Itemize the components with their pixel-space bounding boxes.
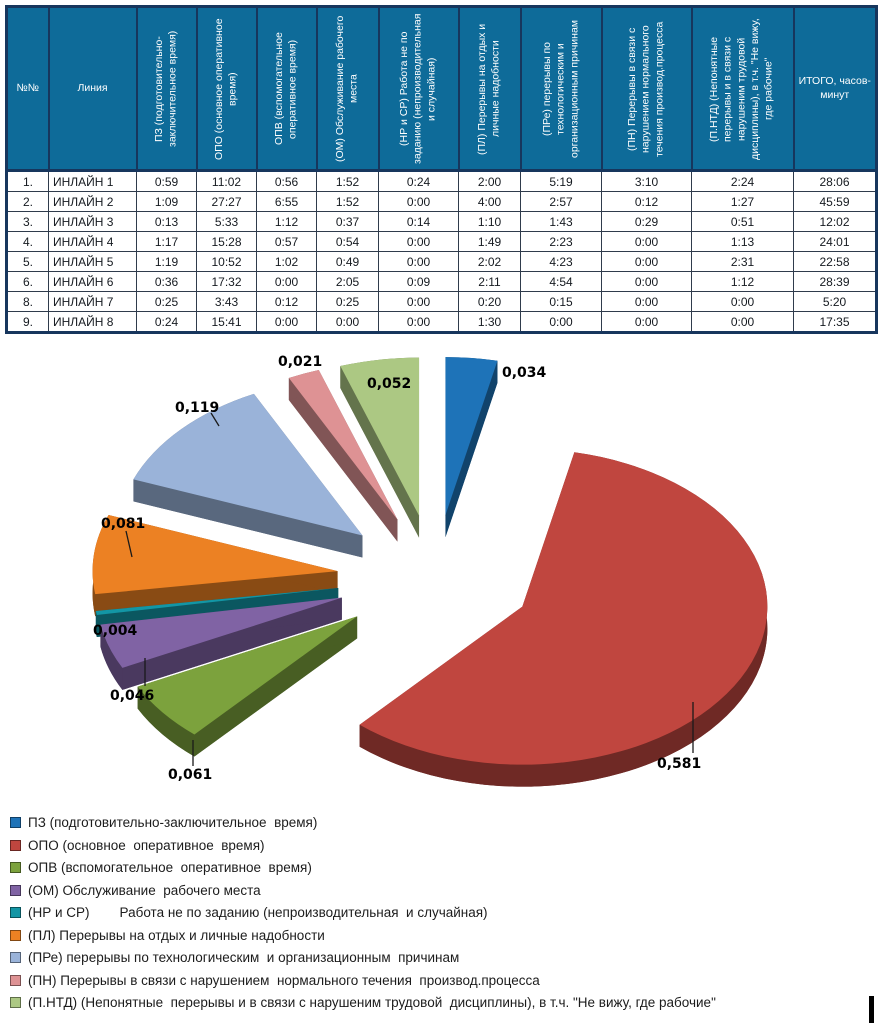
- time-cell: 0:51: [692, 212, 794, 232]
- legend-label: (ПРе) перерывы по технологическим и организационным причинам: [28, 950, 460, 965]
- time-cell: 0:00: [257, 272, 317, 292]
- time-cell: 0:00: [602, 292, 692, 312]
- time-cell: 0:00: [379, 232, 459, 252]
- pie-value-label: 0,061: [168, 767, 213, 783]
- legend-swatch-icon: [10, 862, 21, 873]
- time-cell: 0:24: [137, 312, 197, 333]
- time-cell: 0:00: [317, 312, 379, 333]
- table-row: [7, 272, 877, 292]
- column-header: (ПН) Перерывы в связи с нарушением нормального течения производ.процесса: [602, 7, 692, 171]
- time-cell: 0:14: [379, 212, 459, 232]
- legend-swatch-icon: [10, 997, 21, 1008]
- line-name: ИНЛАЙН 5: [49, 252, 137, 272]
- time-cell: 0:49: [317, 252, 379, 272]
- line-name: ИНЛАЙН 1: [49, 171, 137, 192]
- time-cell: 1:13: [692, 232, 794, 252]
- column-header: ОПВ (вспомогательное оперативное время): [257, 7, 317, 171]
- pie-value-label: 0,021: [278, 354, 323, 370]
- row-number: 2.: [7, 192, 49, 212]
- time-cell: 4:00: [459, 192, 521, 212]
- legend-item: [10, 816, 716, 830]
- time-cell: 0:00: [257, 312, 317, 333]
- time-cell: 2:24: [692, 171, 794, 192]
- time-cell: 0:00: [602, 232, 692, 252]
- time-cell: 0:09: [379, 272, 459, 292]
- time-cell: 1:09: [137, 192, 197, 212]
- time-study-table: [5, 5, 878, 334]
- row-number: 6.: [7, 272, 49, 292]
- legend-item: [10, 974, 716, 988]
- time-cell: 10:52: [197, 252, 257, 272]
- table-row: [7, 292, 877, 312]
- time-cell: 0:00: [379, 252, 459, 272]
- time-cell: 0:57: [257, 232, 317, 252]
- legend-label: (ПН) Перерывы в связи с нарушением нормального течения производ.процесса: [28, 972, 540, 988]
- time-cell: 11:02: [197, 171, 257, 192]
- line-name: ИНЛАЙН 8: [49, 312, 137, 333]
- time-cell: 5:20: [794, 292, 877, 312]
- time-cell: 2:00: [459, 171, 521, 192]
- time-cell: 12:02: [794, 212, 877, 232]
- table-row: [7, 252, 877, 272]
- legend-item: [10, 861, 716, 875]
- time-cell: 28:06: [794, 171, 877, 192]
- time-cell: 22:58: [794, 252, 877, 272]
- line-name: ИНЛАЙН 3: [49, 212, 137, 232]
- line-name: ИНЛАЙН 4: [49, 232, 137, 252]
- time-cell: 0:37: [317, 212, 379, 232]
- text-cursor: [869, 996, 874, 1023]
- legend-item: [10, 884, 716, 898]
- time-cell: 15:28: [197, 232, 257, 252]
- line-name: ИНЛАЙН 7: [49, 292, 137, 312]
- time-cell: 3:10: [602, 171, 692, 192]
- time-cell: 2:31: [692, 252, 794, 272]
- time-cell: 6:55: [257, 192, 317, 212]
- row-number: 9.: [7, 312, 49, 333]
- legend-label: ОПВ (вспомогательное оперативное время): [28, 860, 312, 875]
- time-cell: 1:27: [692, 192, 794, 212]
- legend-swatch-icon: [10, 975, 21, 986]
- pie-value-label: 0,034: [502, 365, 547, 381]
- time-cell: 0:00: [379, 192, 459, 212]
- pie-value-label: 0,004: [93, 623, 138, 639]
- legend-label: ПЗ (подготовительно-заключительное время): [28, 815, 318, 830]
- row-number: 3.: [7, 212, 49, 232]
- column-header: №№: [7, 7, 49, 171]
- time-cell: 3:43: [197, 292, 257, 312]
- time-cell: 0:59: [137, 171, 197, 192]
- time-cell: 0:25: [317, 292, 379, 312]
- time-cell: 5:19: [521, 171, 602, 192]
- legend-item: [10, 929, 716, 943]
- line-name: ИНЛАЙН 6: [49, 272, 137, 292]
- time-cell: 0:00: [379, 292, 459, 312]
- legend-label: (ОМ) Обслуживание рабочего места: [28, 882, 261, 898]
- time-cell: 17:35: [794, 312, 877, 333]
- time-cell: 0:20: [459, 292, 521, 312]
- time-cell: 1:49: [459, 232, 521, 252]
- column-header: ПЗ (подготовительно-заключительное время): [137, 7, 197, 171]
- time-cell: 0:00: [692, 312, 794, 333]
- time-cell: 0:12: [602, 192, 692, 212]
- pie-value-label: 0,581: [657, 756, 702, 772]
- legend-item: [10, 906, 716, 920]
- column-header: (ОМ) Обслуживание рабочего места: [317, 7, 379, 171]
- time-cell: 27:27: [197, 192, 257, 212]
- time-cell: 1:02: [257, 252, 317, 272]
- time-cell: 0:00: [521, 312, 602, 333]
- time-cell: 15:41: [197, 312, 257, 333]
- pie-value-label: 0,052: [367, 376, 412, 392]
- table-row: [7, 192, 877, 212]
- time-cell: 1:30: [459, 312, 521, 333]
- table-header-row: [7, 7, 877, 171]
- column-header: ИТОГО, часов-минут: [794, 7, 877, 171]
- legend-swatch-icon: [10, 885, 21, 896]
- time-cell: 1:52: [317, 171, 379, 192]
- time-cell: 2:05: [317, 272, 379, 292]
- table-row: [7, 312, 877, 333]
- time-cell: 0:00: [602, 272, 692, 292]
- time-cell: 5:33: [197, 212, 257, 232]
- column-header: (НР и СР) Работа не по заданию (непроизводительная и случайная): [379, 7, 459, 171]
- time-cell: 0:36: [137, 272, 197, 292]
- row-number: 5.: [7, 252, 49, 272]
- column-header: (ПЛ) Перерывы на отдых и личные надобности: [459, 7, 521, 171]
- time-cell: 2:11: [459, 272, 521, 292]
- time-cell: 4:23: [521, 252, 602, 272]
- pie-value-label: 0,046: [110, 688, 155, 704]
- time-cell: 17:32: [197, 272, 257, 292]
- time-cell: 0:13: [137, 212, 197, 232]
- column-header: ОПО (основное оперативное время): [197, 7, 257, 171]
- legend-item: [10, 951, 716, 965]
- time-cell: 0:15: [521, 292, 602, 312]
- time-cell: 2:02: [459, 252, 521, 272]
- time-cell: 45:59: [794, 192, 877, 212]
- time-cell: 24:01: [794, 232, 877, 252]
- time-cell: 1:10: [459, 212, 521, 232]
- time-cell: 1:12: [692, 272, 794, 292]
- table-row: [7, 232, 877, 252]
- time-cell: 0:54: [317, 232, 379, 252]
- time-cell: 1:19: [137, 252, 197, 272]
- time-cell: 0:00: [692, 292, 794, 312]
- row-number: 4.: [7, 232, 49, 252]
- time-cell: 0:29: [602, 212, 692, 232]
- pie-value-label: 0,119: [175, 400, 220, 416]
- legend-item: [10, 996, 716, 1010]
- line-name: ИНЛАЙН 2: [49, 192, 137, 212]
- legend-swatch-icon: [10, 840, 21, 851]
- legend-label: (П.НТД) (Непонятные перерывы и в связи с нарушеним трудовой дисциплины), в т.ч. "Не вижу, где рабочие": [28, 995, 716, 1010]
- row-number: 1.: [7, 171, 49, 192]
- time-cell: 1:43: [521, 212, 602, 232]
- legend-label: (ПЛ) Перерывы на отдых и личные надобности: [28, 927, 325, 943]
- time-cell: 2:23: [521, 232, 602, 252]
- legend-label: ОПО (основное оперативное время): [28, 837, 265, 853]
- time-cell: 0:25: [137, 292, 197, 312]
- legend-item: [10, 839, 716, 853]
- legend-swatch-icon: [10, 930, 21, 941]
- legend-swatch-icon: [10, 952, 21, 963]
- chart-legend: [10, 816, 716, 1010]
- time-cell: 1:12: [257, 212, 317, 232]
- time-cell: 4:54: [521, 272, 602, 292]
- table-row: [7, 212, 877, 232]
- legend-label: (НР и СР) Работа не по заданию (непроизводительная и случайная): [28, 905, 488, 920]
- column-header: (ПРе) перерывы по технологическим и организационным причинам: [521, 7, 602, 171]
- time-cell: 0:00: [602, 252, 692, 272]
- time-cell: 0:12: [257, 292, 317, 312]
- pie-value-label: 0,081: [101, 516, 146, 532]
- pie-slice-ПЗ: [445, 357, 497, 515]
- time-cell: 1:17: [137, 232, 197, 252]
- time-cell: 0:00: [602, 312, 692, 333]
- time-cell: 0:56: [257, 171, 317, 192]
- time-cell: 0:24: [379, 171, 459, 192]
- legend-swatch-icon: [10, 817, 21, 828]
- row-number: 8.: [7, 292, 49, 312]
- column-header: Линия: [49, 7, 137, 171]
- column-header: (П.НТД) (Непонятные перерывы и в связи с нарушеним трудовой дисциплины), в т.ч. "Не вижу, где рабочие": [692, 7, 794, 171]
- pie-chart: [0, 333, 884, 827]
- table-row: [7, 171, 877, 192]
- time-cell: 1:52: [317, 192, 379, 212]
- legend-swatch-icon: [10, 907, 21, 918]
- time-cell: 2:57: [521, 192, 602, 212]
- time-cell: 0:00: [379, 312, 459, 333]
- time-cell: 28:39: [794, 272, 877, 292]
